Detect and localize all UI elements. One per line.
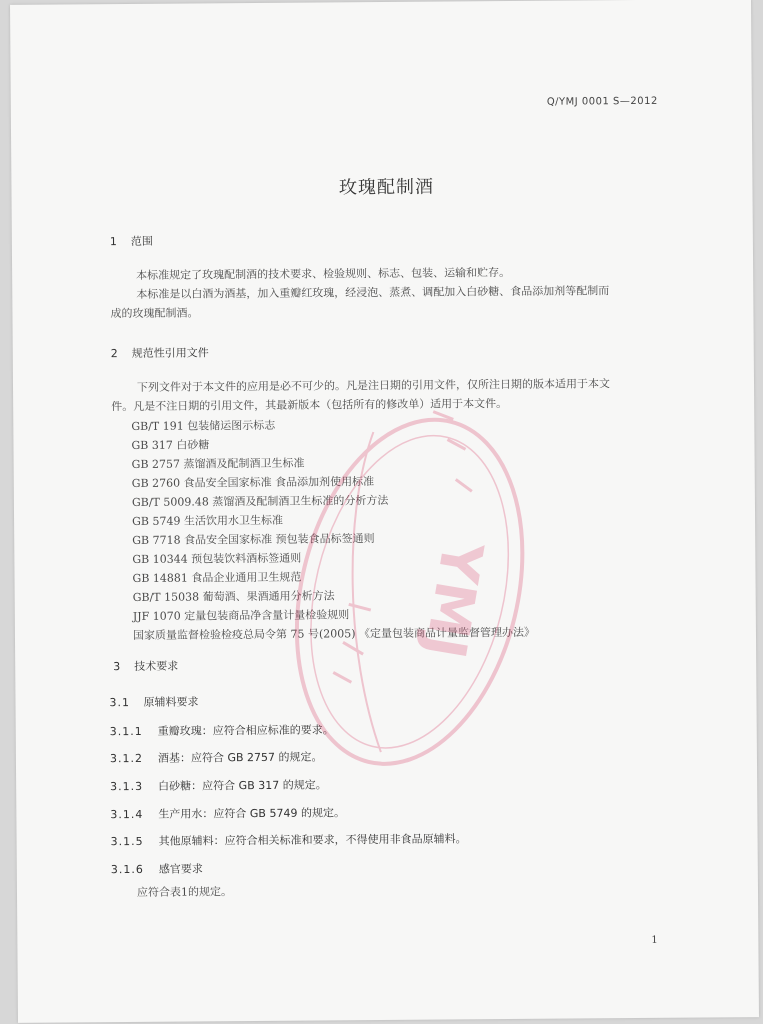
section-3-title: 技术要求 — [134, 659, 179, 673]
section-1-paragraph-2-line-2: 成的玫瑰配制酒。 — [110, 306, 199, 321]
section-3-1-number: 3.1 — [109, 696, 131, 710]
requirement-number: 3.1.5 — [110, 834, 144, 849]
reference-item: GB/T 191 包装储运图示标志 — [131, 418, 276, 433]
reference-item: GB 2760 食品安全国家标准 食品添加剂使用标准 — [131, 475, 375, 490]
requirement-note: 应符合表1的规定。 — [136, 885, 233, 899]
requirement-text: 酒基：应符合 GB 2757 的规定。 — [157, 750, 323, 765]
requirement-item — [110, 776, 327, 794]
section-1-paragraph-2-line-1: 本标准是以白酒为酒基，加入重瓣红玫瑰，经浸泡、蒸煮、调配加入白砂糖、食品添加剂等配制而 — [136, 284, 610, 301]
requirement-number: 3.1.3 — [110, 779, 144, 794]
reference-item: 国家质量监督检验检疫总局令第 75 号(2005) 《定量包装商品计量监督管理办法》 — [132, 625, 536, 642]
section-1-number: 1 — [109, 235, 117, 249]
requirement-text: 白砂糖：应符合 GB 317 的规定。 — [158, 778, 327, 793]
section-1-title: 范围 — [130, 234, 153, 248]
reference-item: GB 5749 生活饮用水卫生标准 — [132, 513, 283, 528]
reference-item: GB 317 白砂糖 — [131, 438, 210, 452]
reference-item: GB 7718 食品安全国家标准 预包装食品标签通则 — [132, 532, 375, 547]
requirement-number: 3.1.4 — [110, 807, 144, 822]
document-page — [10, 0, 759, 1023]
section-2-intro-line-1: 下列文件对于本文件的应用是必不可少的。凡是注日期的引用文件，仅所注日期的版本适用于本文 — [136, 377, 611, 394]
section-2-number: 2 — [110, 347, 118, 361]
reference-item: GB 14881 食品企业通用卫生规范 — [132, 570, 302, 585]
page-number: 1 — [651, 934, 658, 946]
requirement-item — [110, 804, 345, 822]
section-1-paragraph-1: 本标准规定了玫瑰配制酒的技术要求、检验规则、标志、包装、运输和贮存。 — [136, 266, 511, 282]
reference-item: JJF 1070 定量包装商品净含量计量检验规则 — [132, 608, 350, 623]
document-title: 玫瑰配制酒 — [338, 176, 435, 199]
requirement-number: 3.1.6 — [110, 862, 144, 877]
reference-item: GB 10344 预包装饮料酒标签通则 — [132, 551, 302, 566]
requirement-item — [110, 748, 323, 766]
section-3-1-title: 原辅料要求 — [143, 695, 199, 709]
reference-item: GB 2757 蒸馏酒及配制酒卫生标准 — [131, 456, 305, 471]
section-3-heading — [113, 658, 178, 675]
section-1-heading — [110, 233, 153, 249]
section-2-heading — [111, 344, 209, 361]
requirement-text: 生产用水：应符合 GB 5749 的规定。 — [158, 806, 345, 821]
section-2-title: 规范性引用文件 — [131, 346, 209, 360]
requirement-item — [110, 721, 334, 739]
seal-text: YMJ — [411, 536, 495, 663]
requirement-text: 感官要求 — [158, 862, 203, 876]
requirement-text: 其他原辅料：应符合相关标准和要求，不得使用非食品原辅料。 — [158, 832, 467, 848]
requirement-number: 3.1.2 — [109, 751, 143, 766]
section-2-intro-line-2: 件。凡是不注日期的引用文件，其最新版本（包括所有的修改单）适用于本文件。 — [111, 397, 508, 414]
document-code: Q/YMJ 0001 S—2012 — [546, 95, 658, 108]
reference-item: GB/T 5009.48 蒸馏酒及配制酒卫生标准的分析方法 — [131, 493, 389, 509]
requirement-item — [111, 830, 467, 849]
requirement-number: 3.1.1 — [109, 724, 143, 739]
section-3-1-heading — [109, 693, 198, 710]
reference-list — [131, 414, 535, 645]
requirement-item — [111, 860, 203, 877]
section-3-number: 3 — [113, 660, 121, 674]
reference-item: GB/T 15038 葡萄酒、果酒通用分析方法 — [132, 589, 335, 604]
requirement-text: 重瓣玫瑰：应符合相应标准的要求。 — [157, 723, 334, 738]
